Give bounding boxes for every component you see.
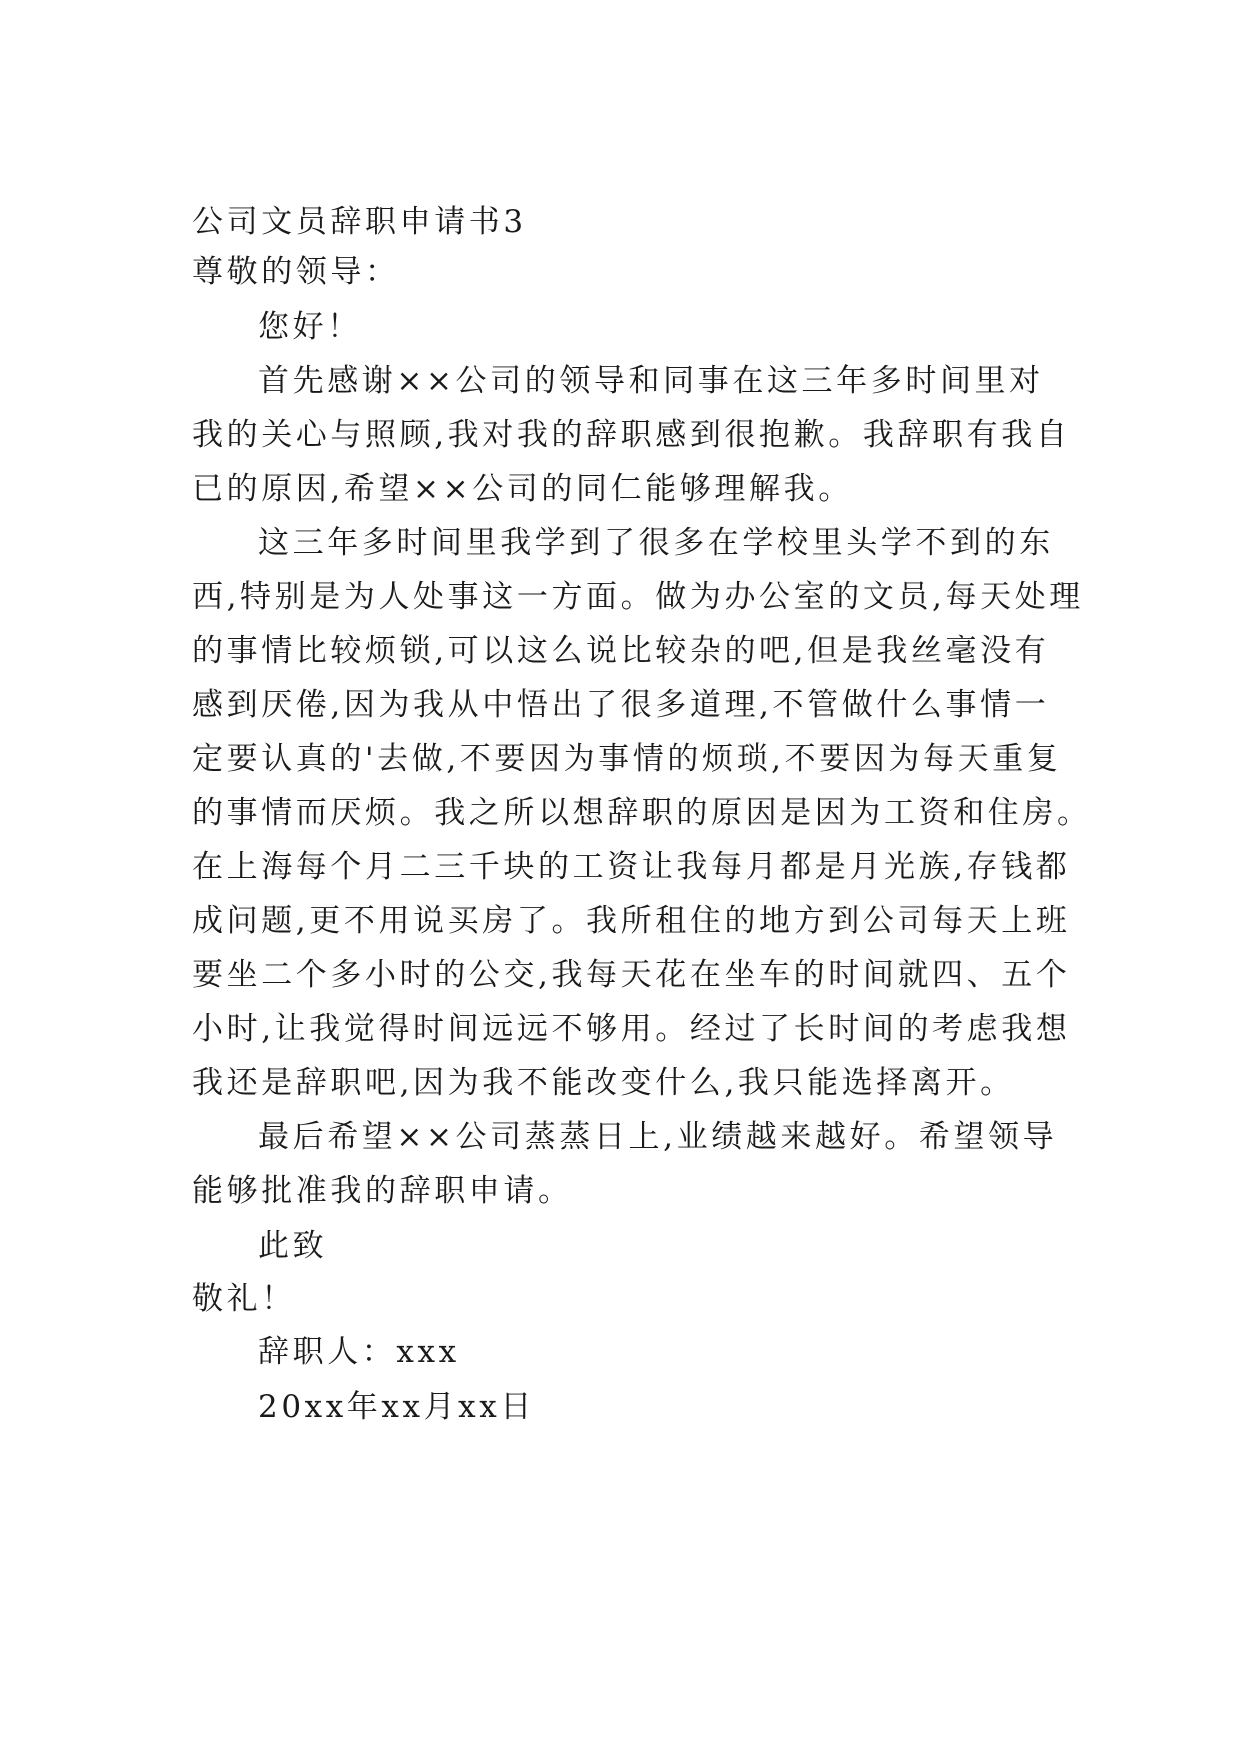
date: 20xx年xx月xx日 — [258, 1389, 535, 1425]
paragraph-line: 这三年多时间里我学到了很多在学校里头学不到的东 — [258, 525, 1054, 561]
paragraph-line: 在上海每个月二三千块的工资让我每月都是月光族,存钱都 — [192, 849, 1071, 885]
paragraph-line: 西,特别是为人处事这一方面。做为办公室的文员,每天处理 — [192, 579, 1084, 615]
paragraph-line: 成问题,更不用说买房了。我所租住的地方到公司每天上班 — [192, 903, 1071, 939]
paragraph-line: 定要认真的'去做,不要因为事情的烦琐,不要因为每天重复 — [192, 741, 1062, 777]
paragraph-line: 的事情而厌烦。我之所以想辞职的原因是因为工资和住房。 — [192, 795, 1092, 831]
greeting: 您好！ — [258, 309, 362, 345]
paragraph-line: 首先感谢××公司的领导和同事在这三年多时间里对 — [258, 363, 1044, 399]
salutation: 尊敬的领导： — [192, 254, 400, 290]
paragraph-line: 最后希望××公司蒸蒸日上,业绩越来越好。希望领导 — [258, 1119, 1058, 1155]
paragraph-line: 小时,让我觉得时间远远不够用。经过了长时间的考虑我想 — [192, 1011, 1071, 1047]
closing-phrase: 此致 — [258, 1228, 328, 1264]
paragraph-line: 能够批准我的辞职申请。 — [192, 1173, 573, 1209]
paragraph-line: 已的原因,希望××公司的同仁能够理解我。 — [192, 471, 853, 507]
paragraph-line: 要坐二个多小时的公交,我每天花在坐车的时间就四、五个 — [192, 957, 1071, 993]
document-title: 公司文员辞职申请书3 — [192, 204, 527, 240]
paragraph-line: 的事情比较烦锁,可以这么说比较杂的吧,但是我丝毫没有 — [192, 633, 1050, 669]
signer: 辞职人：xxx — [258, 1334, 460, 1370]
closing-salute: 敬礼！ — [192, 1281, 296, 1317]
paragraph-line: 我的关心与照顾,我对我的辞职感到很抱歉。我辞职有我自 — [192, 417, 1071, 453]
paragraph-line: 感到厌倦,因为我从中悟出了很多道理,不管做什么事情一 — [192, 687, 1050, 723]
paragraph-line: 我还是辞职吧,因为我不能改变什么,我只能选择离开。 — [192, 1065, 1015, 1101]
